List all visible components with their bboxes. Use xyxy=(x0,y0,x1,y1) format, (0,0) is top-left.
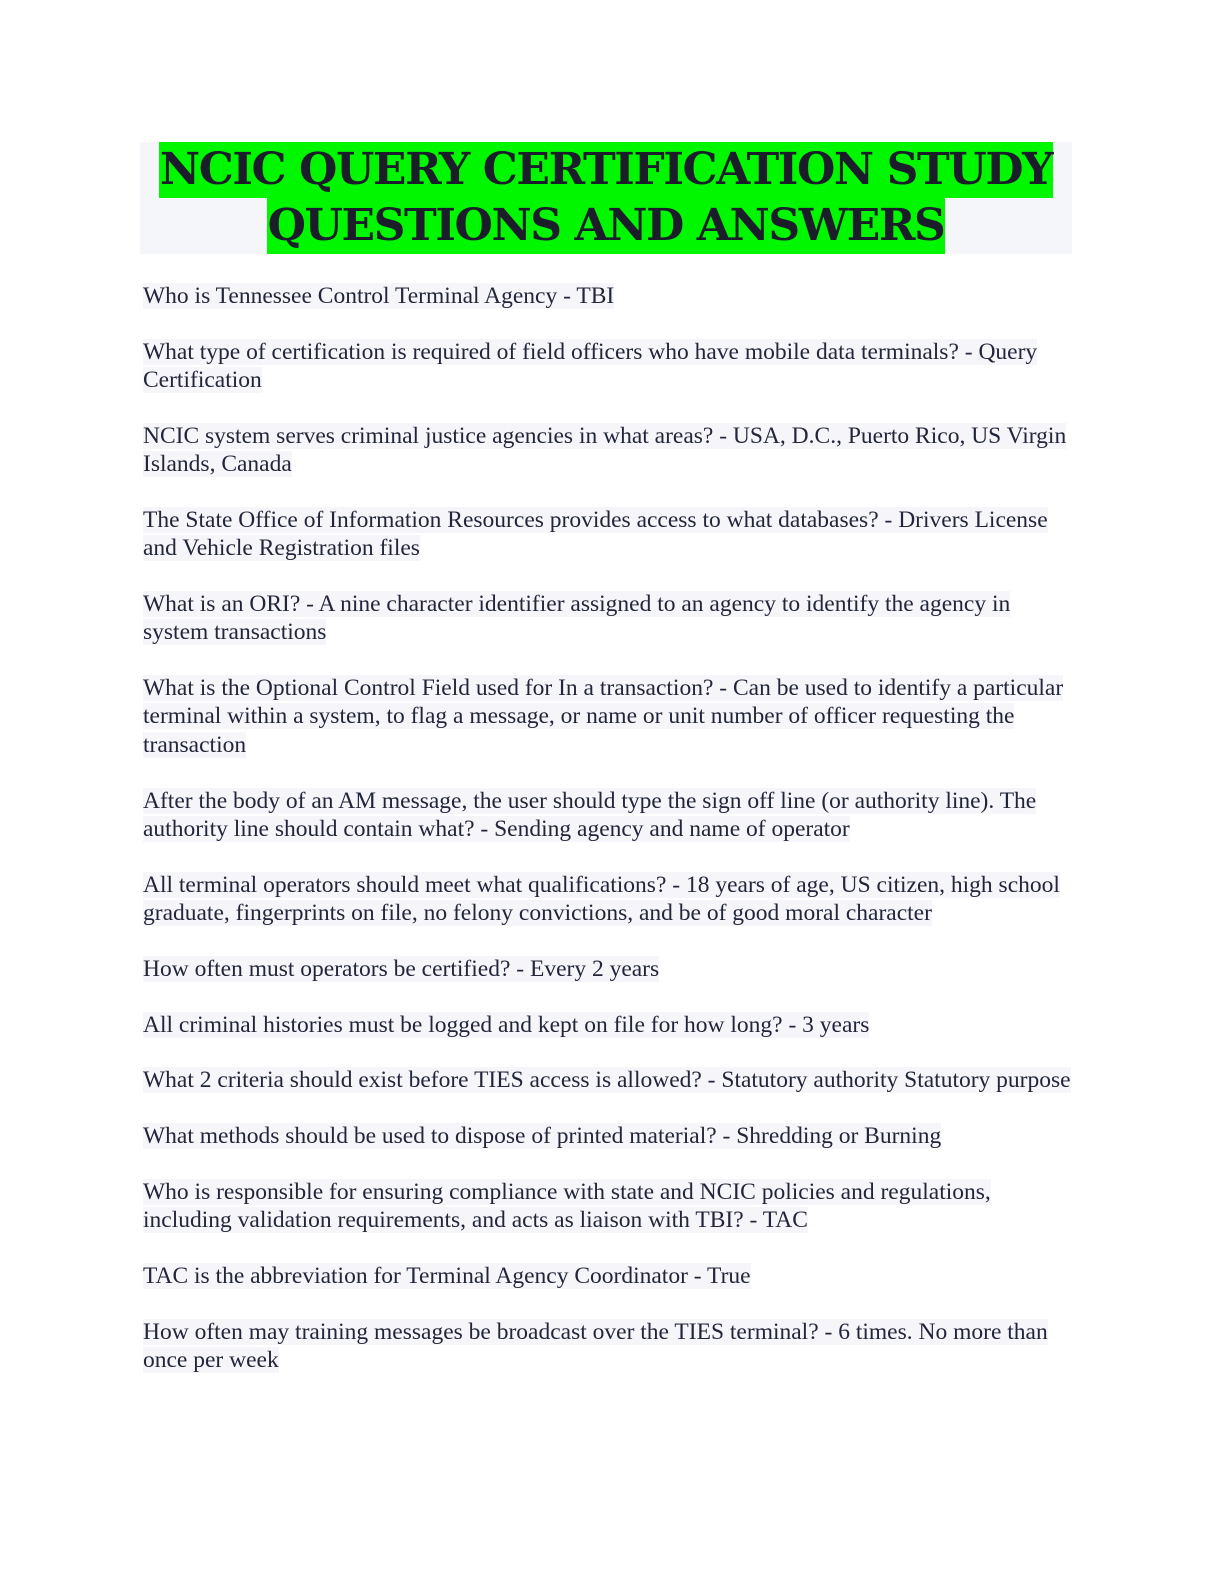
qa-item: NCIC system serves criminal justice agencies in what areas? - USA, D.C., Puerto Rico, US Virgin Islands, Canada xyxy=(143,422,1067,478)
qa-item: Who is responsible for ensuring compliance with state and NCIC policies and regulations, including validation requirements, and acts as liaison with TBI? - TAC xyxy=(143,1178,991,1234)
qa-item: All criminal histories must be logged and kept on file for how long? - 3 years xyxy=(143,1011,870,1038)
qa-list xyxy=(143,282,1078,1402)
qa-item: All terminal operators should meet what qualifications? - 18 years of age, US citizen, high school graduate, fingerprints on file, no felony convictions, and be of good moral character xyxy=(143,871,1060,926)
qa-item: What 2 criteria should exist before TIES access is allowed? - Statutory authority Statutory purpose xyxy=(143,1067,1071,1094)
qa-item: How often may training messages be broadcast over the TIES terminal? - 6 times. No more than once per week xyxy=(143,1318,1048,1374)
qa-item: After the body of an AM message, the user should type the sign off line (or authority line). The authority line should contain what? - Sending agency and name of operator xyxy=(143,787,1037,842)
qa-item: TAC is the abbreviation for Terminal Agency Coordinator - True xyxy=(143,1263,751,1290)
qa-item: How often must operators be certified? - Every 2 years xyxy=(143,955,660,982)
qa-item: What is the Optional Control Field used for In a transaction? - Can be used to identify a particular terminal within a system, to flag a message, or name or unit number of officer requesting the transaction xyxy=(143,675,1064,758)
qa-item: What type of certification is required of field officers who have mobile data terminals? - Query Certification xyxy=(143,338,1038,394)
title-block xyxy=(140,142,1072,254)
qa-item: What methods should be used to dispose of printed material? - Shredding or Burning xyxy=(143,1123,942,1150)
page-title-line-2: QUESTIONS AND ANSWERS xyxy=(267,198,946,254)
qa-item: What is an ORI? - A nine character identifier assigned to an agency to identify the agency in system transactions xyxy=(143,591,1011,646)
page-title-line-1: NCIC QUERY CERTIFICATION STUDY xyxy=(159,142,1053,198)
qa-item: The State Office of Information Resources provides access to what databases? - Drivers License and Vehicle Registration files xyxy=(143,506,1048,562)
qa-item: Who is Tennessee Control Terminal Agency - TBI xyxy=(143,283,615,309)
